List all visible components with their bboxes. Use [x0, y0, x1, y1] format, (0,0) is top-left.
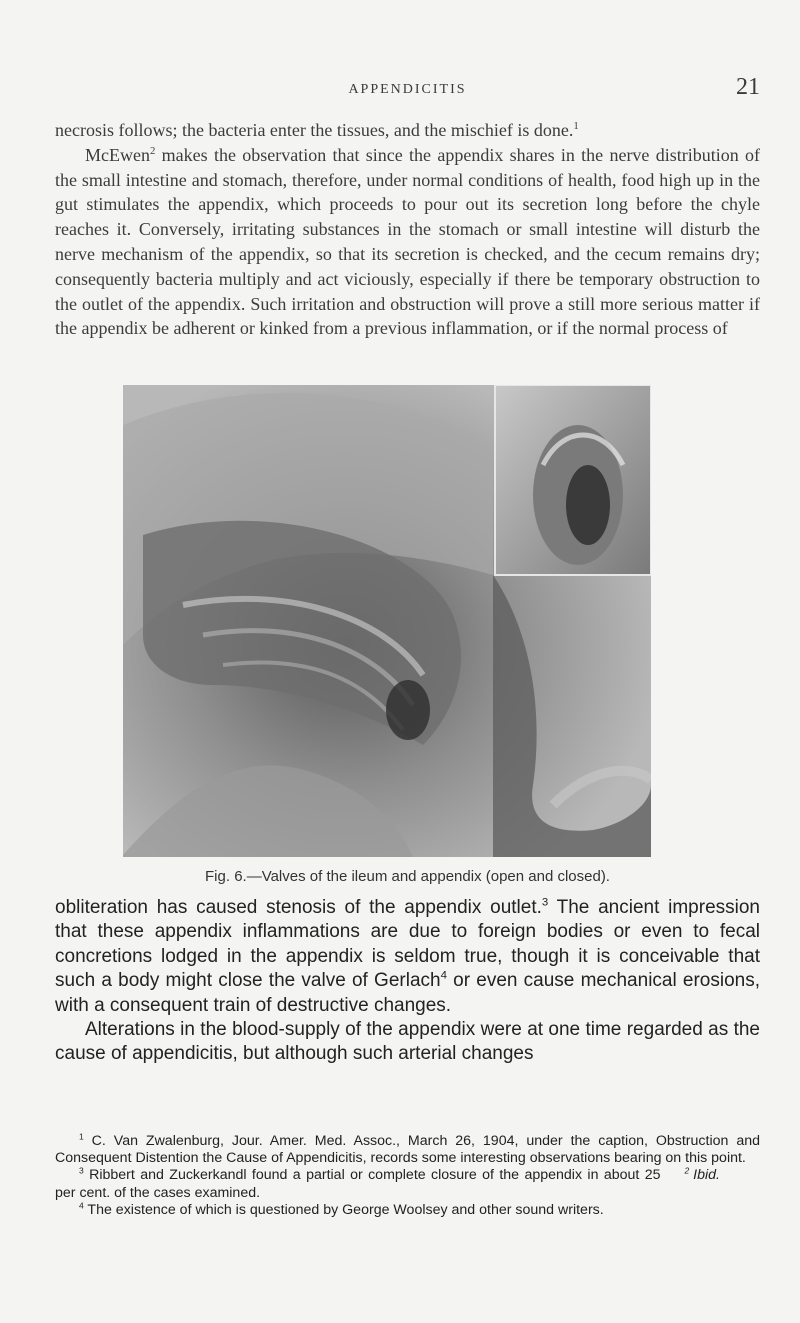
paragraph	[55, 896, 760, 1018]
footnote-number: 4	[79, 1200, 84, 1211]
footnote-ref: 3	[541, 896, 549, 909]
text-run: or even cause mechanical erosions, with a consequent train of destructive changes.	[55, 970, 761, 1016]
ileum-appendix-illustration	[123, 385, 651, 857]
figure-caption: Fig. 6.—Valves of the ileum and appendix (open and closed).	[205, 868, 610, 885]
footnote-text: C. Van Zwalenburg, Jour. Amer. Med. Assoc., March 26, 1904, under the caption, Obstruction and Consequent Distention the Cause of Appendicitis, records some interesting observations bearing on this point.	[55, 1133, 760, 1167]
page-number: 21	[736, 74, 760, 100]
paragraph	[55, 143, 760, 341]
page-header	[55, 74, 760, 108]
footnote-text: Ibid.	[689, 1167, 720, 1184]
footnote-4	[55, 1202, 760, 1219]
footnote-ref: 4	[440, 969, 447, 982]
text-run: obliteration has caused stenosis of the appendix outlet.	[55, 897, 542, 918]
footnote-number: 1	[79, 1131, 84, 1142]
upper-body-text	[55, 118, 760, 341]
paragraph	[55, 118, 760, 143]
footnote-ref: 2	[149, 144, 156, 157]
paragraph: Alterations in the blood-supply of the appendix were at one time regarded as the cause of appendicitis, but although such arterial changes	[55, 1019, 760, 1065]
footnote-2	[661, 1167, 761, 1184]
text-run: The ancient impression that these appendix inflammations are due to foreign bodies or even to fecal concretions lodged in the appendix is seldom true, though it is conceivable that such a body might close the valve of Gerlach	[55, 897, 760, 992]
text-run: makes the observation that since the appendix shares in the nerve distribution of the small intestine and stomach, therefore, under normal conditions of health, food high up in the gut stimulates the appendix, which proceeds to pour out its secretion long before the chyle reaches it. Conversely, irritating substances in the stomach or small intestine will disturb the nerve mechanism of the appendix, so that its secretion is checked, and the cecum remains dry; consequently bacteria multiply and act viciously, especially if there be temporary obstruction to the outlet of the appendix. Such irritation and obstruction will prove a still more serious matter if the appendix be adherent or kinked from a previous inflammation, or if the normal process of	[55, 144, 760, 339]
running-head: APPENDICITIS	[348, 82, 467, 97]
footnote-ref: 1	[573, 120, 579, 132]
anatomical-illustration	[123, 385, 651, 857]
footnotes	[55, 1133, 760, 1219]
footnote-text: The existence of which is questioned by George Woolsey and other sound writers.	[83, 1201, 604, 1218]
footnote-3	[55, 1167, 760, 1201]
footnote-text: Ribbert and Zuckerkandl found a partial or complete closure of the appendix in about 25 per cent. of the cases examined.	[55, 1167, 661, 1201]
footnote-number: 3	[79, 1165, 84, 1176]
footnote-number: 2	[684, 1165, 690, 1176]
text-run: necrosis follows; the bacteria enter the tissues, and the mischief is done.	[55, 120, 574, 140]
lower-body-text	[55, 896, 760, 1067]
text-run: McEwen	[85, 144, 150, 165]
